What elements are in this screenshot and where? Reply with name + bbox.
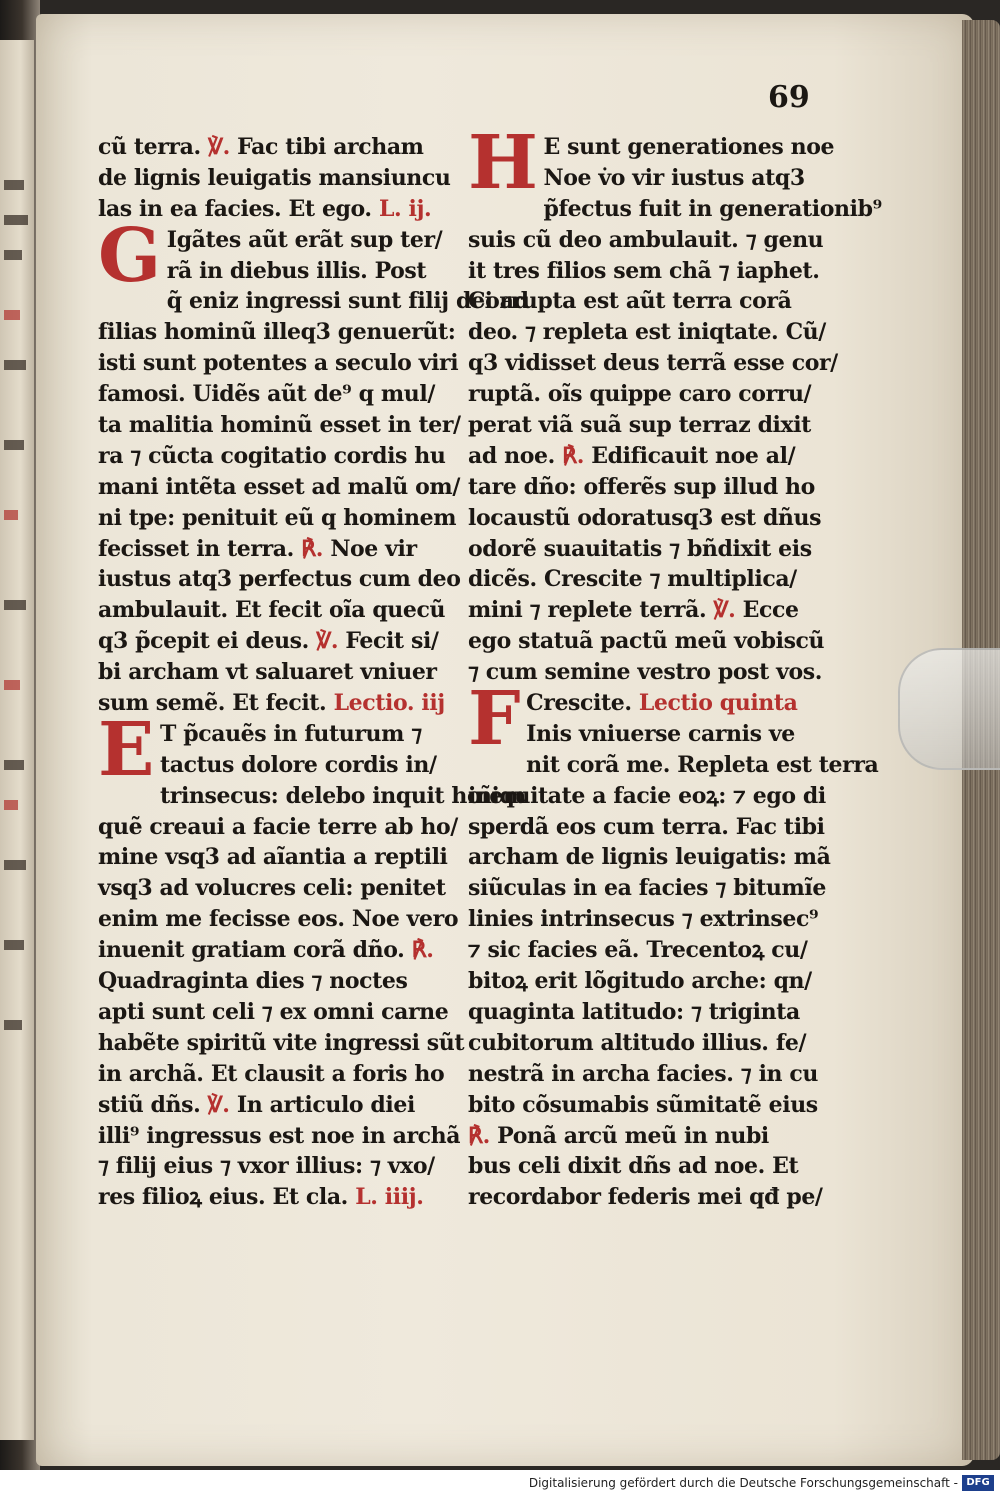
text-line: tactus dolore cordis in/	[160, 751, 437, 778]
text-line: famosi. Uidẽs aũt de⁹ q mul/	[98, 381, 435, 408]
text-line: bus celi dixit dñs ad noe. Et	[468, 1153, 799, 1180]
text-line: archam de lignis leuigatis: mã	[468, 844, 831, 871]
text-line: in archã. Et clausit a foris ho	[98, 1060, 445, 1087]
rubricated-initial: H	[468, 120, 538, 206]
text-line: de lignis leuigatis mansiuncu	[98, 164, 451, 191]
text-line: mini ⁊ replete terrã. ℣. Ecce	[468, 597, 799, 624]
text-line: sperdã eos cum terra. Fac tibi	[468, 813, 825, 840]
text-line: Quadraginta dies ⁊ noctes	[98, 968, 408, 995]
text-line: sum semẽ. Et fecit. Lectio. iij	[98, 690, 445, 717]
text-line: ℟. Ponã arcũ meũ in nubi	[468, 1122, 769, 1149]
text-line: odorẽ suauitatis ⁊ bñdixit eis	[468, 535, 812, 562]
text-line: perat viã suã sup terraz dixit	[468, 412, 811, 439]
text-line: ta malitia hominũ esset in ter/	[98, 412, 461, 439]
text-line: cubitorum altitudo illius. fe/	[468, 1029, 807, 1056]
text-line: ego statuã pactũ meũ vobiscũ	[468, 628, 825, 655]
text-line: nestrã in archa facies. ⁊ in cu	[468, 1060, 818, 1087]
text-line: locaustũ odoratusq3 est dñus	[468, 504, 822, 531]
text-line: Inis vniuerse carnis ve	[526, 720, 795, 747]
text-line: it tres filios sem chã ⁊ iaphet.	[468, 257, 820, 284]
text-line: iustus atq3 perfectus cum deo	[98, 566, 461, 593]
text-line: F Crescite. Lectio quinta	[468, 676, 798, 763]
text-line: inuenit gratiam corã dño. ℟.	[98, 937, 434, 964]
text-line: habẽte spiritũ vite ingressi sũt	[98, 1029, 465, 1056]
text-line: q̃ eniz ingressi sunt filij dei ad	[166, 288, 529, 315]
text-line: ruptã. oĩs quippe caro corru/	[468, 381, 812, 408]
dfg-logo: DFG	[962, 1475, 994, 1491]
text-line: dicẽs. Crescite ⁊ multiplica/	[468, 566, 797, 593]
text-line: fecisset in terra. ℟. Noe vir	[98, 535, 417, 562]
text-line: cũ terra. ℣. Fac tibi archam	[98, 134, 424, 160]
text-line: ⁊ sic facies eã. Trecentoꝝ cu/	[468, 937, 808, 964]
text-line: rã in diebus illis. Post	[166, 257, 427, 284]
text-line: ambulauit. Et fecit oĩa quecũ	[98, 597, 446, 624]
text-line: ni tpe: penituit eũ q hominem	[98, 504, 457, 531]
text-line: p̃fectus fuit in generationib⁹	[543, 195, 882, 222]
text-line: tare dño: offerẽs sup illud ho	[468, 473, 815, 500]
rubricated-initial: G	[98, 212, 161, 299]
right-text-column	[468, 120, 882, 1213]
text-line: G Igãtes aũt erãt sup ter/	[98, 212, 443, 299]
text-line: quaginta latitudo: ⁊ triginta	[468, 998, 800, 1025]
text-line: q3 vidisset deus terrã esse cor/	[468, 350, 838, 377]
text-line: las in ea facies. Et ego. L. ij.	[98, 195, 432, 222]
page-number: 69	[768, 80, 810, 115]
text-line: apti sunt celi ⁊ ex omni carne	[98, 998, 449, 1025]
footer-bar	[0, 1470, 1000, 1497]
text-line: mani intẽta esset ad malũ om/	[98, 473, 460, 500]
text-line: nit corã me. Repleta est terra	[526, 751, 879, 778]
text-line: Noe v̇o vir iustus atq3	[543, 164, 805, 191]
text-line: mine vsq3 ad aĩantia a reptili	[98, 844, 448, 871]
text-line: stiũ dñs. ℣. In articulo diei	[98, 1091, 415, 1118]
text-line: vsq3 ad volucres celi: penitet	[98, 875, 446, 902]
text-line: q3 p̃cepit ei deus. ℣. Fecit si/	[98, 628, 439, 655]
text-line: ⁊ filij eius ⁊ vxor illius: ⁊ vxo/	[98, 1153, 435, 1180]
text-line: deo. ⁊ repleta est iniqtate. Cũ/	[468, 319, 826, 346]
text-line: trinsecus: delebo inquit hoĩem	[160, 782, 526, 809]
text-line: filias hominũ illeq3 genuerũt:	[98, 319, 456, 346]
text-line: illi⁹ ingressus est noe in archã	[98, 1122, 461, 1149]
text-line: Corrupta est aũt terra corã	[468, 288, 792, 315]
left-text-column	[98, 132, 529, 1213]
text-line: ⁊ cum semine vestro post vos.	[468, 659, 823, 686]
text-line: suis cũ deo ambulauit. ⁊ genu	[468, 226, 824, 253]
text-line: quẽ creaui a facie terre ab ho/	[98, 813, 458, 840]
text-line: bi archam vt saluaret vniuer	[98, 659, 437, 686]
text-line: recordabor federis mei qđ pe/	[468, 1184, 823, 1211]
text-line: ra ⁊ cũcta cogitatio cordis hu	[98, 442, 446, 469]
text-line: isti sunt potentes a seculo viri	[98, 350, 459, 377]
rubricated-initial: E	[98, 706, 155, 793]
text-line: iniquitate a facie eoꝝ: ⁊ ego di	[468, 782, 826, 809]
text-line: bito cõsumabis sũmitatẽ eius	[468, 1091, 818, 1118]
text-line: bitoꝝ erit lõgitudo arche: qn/	[468, 968, 812, 995]
text-line: H E sunt generationes noe	[468, 120, 835, 206]
text-line: E T p̃cauẽs in futurum ⁊	[98, 706, 422, 793]
text-line: siũculas in ea facies ⁊ bitumĩe	[468, 875, 826, 902]
previous-page-edge	[0, 40, 34, 1440]
text-line: res filioꝝ eius. Et cla. L. iiij.	[98, 1184, 424, 1211]
rubricated-initial: F	[468, 676, 521, 763]
footer-credit: Digitalisierung gefördert durch die Deutsche Forschungsgemeinschaft -	[528, 1476, 958, 1490]
page-clip	[898, 648, 1000, 770]
text-line: ad noe. ℟. Edificauit noe al/	[468, 442, 796, 469]
text-line: enim me fecisse eos. Noe vero	[98, 906, 459, 933]
text-line: linies intrinsecus ⁊ extrinsec⁹	[468, 906, 819, 933]
